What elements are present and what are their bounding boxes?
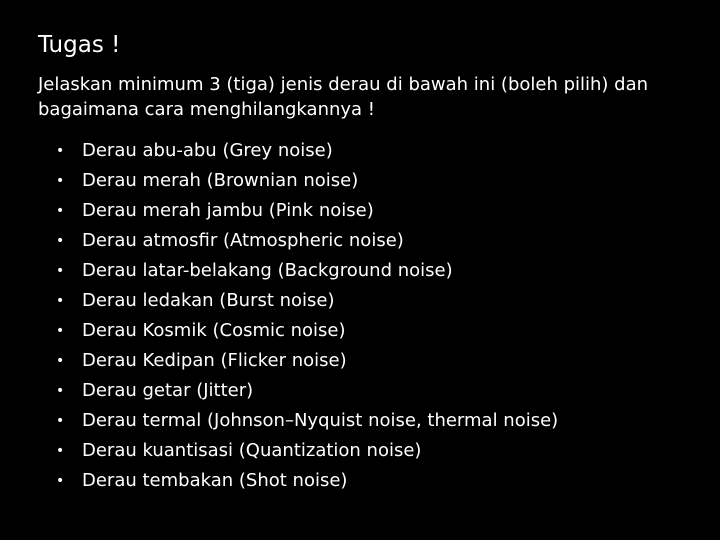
list-item bbox=[56, 226, 558, 256]
list-item-text: Derau ledakan (Burst noise) bbox=[82, 290, 335, 311]
list-item-text: Derau atmosfir (Atmospheric noise) bbox=[82, 230, 404, 251]
list-item-text: Derau merah (Brownian noise) bbox=[82, 170, 359, 191]
list-item bbox=[56, 376, 558, 406]
list-item-text: Derau merah jambu (Pink noise) bbox=[82, 200, 374, 221]
bullet-icon: • bbox=[56, 383, 65, 399]
bullet-icon: • bbox=[56, 143, 65, 159]
list-item bbox=[56, 256, 558, 286]
list-item bbox=[56, 406, 558, 436]
instruction-text: Jelaskan minimum 3 (tiga) jenis derau di bawah ini (boleh pilih) dan bagaimana cara menghilangkannya ! bbox=[38, 74, 649, 120]
bullet-icon: • bbox=[56, 203, 65, 219]
list-item-text: Derau tembakan (Shot noise) bbox=[82, 470, 348, 491]
noise-type-list bbox=[56, 136, 558, 496]
list-item-text: Derau latar-belakang (Background noise) bbox=[82, 260, 453, 281]
list-item bbox=[56, 346, 558, 376]
list-item bbox=[56, 316, 558, 346]
list-item-text: Derau abu-abu (Grey noise) bbox=[82, 140, 333, 161]
list-item bbox=[56, 166, 558, 196]
list-item-text: Derau getar (Jitter) bbox=[82, 380, 254, 401]
bullet-icon: • bbox=[56, 263, 65, 279]
bullet-icon: • bbox=[56, 353, 65, 369]
list-item-text: Derau Kosmik (Cosmic noise) bbox=[82, 320, 346, 341]
bullet-icon: • bbox=[56, 443, 65, 459]
bullet-icon: • bbox=[56, 473, 65, 489]
bullet-icon: • bbox=[56, 233, 65, 249]
bullet-icon: • bbox=[56, 173, 65, 189]
list-item bbox=[56, 196, 558, 226]
bullet-icon: • bbox=[56, 293, 65, 309]
bullet-icon: • bbox=[56, 413, 65, 429]
list-item bbox=[56, 286, 558, 316]
bullet-icon: • bbox=[56, 323, 65, 339]
list-item-text: Derau termal (Johnson–Nyquist noise, thermal noise) bbox=[82, 410, 559, 431]
list-item-text: Derau Kedipan (Flicker noise) bbox=[82, 350, 347, 371]
list-item bbox=[56, 436, 558, 466]
list-item-text: Derau kuantisasi (Quantization noise) bbox=[82, 440, 422, 461]
list-item bbox=[56, 136, 558, 166]
list-item bbox=[56, 466, 558, 496]
slide-title: Tugas ! bbox=[38, 32, 121, 58]
